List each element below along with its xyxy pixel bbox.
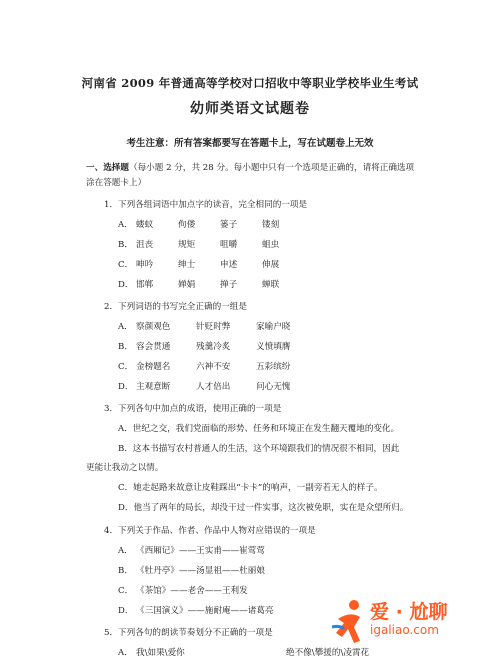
section1-instruction: （每小题 2 分，共 28 分。每小题中只有一个选项是正确的，请将正确选项涂在答题卡上） xyxy=(86,163,415,188)
q1-stem: 1．下列各组词语中加点字的读音，完全相同的一项是 xyxy=(104,200,308,210)
q3-option-b-line2: 更能让我动之以情。 xyxy=(86,463,164,473)
q1-option-d: D． 邯郸 婵娟 掸子 蝉联 xyxy=(118,280,280,290)
q2-option-a: A． 察颜观色 针贬时弊 家喻户晓 xyxy=(118,322,291,332)
q3-option-a: A．世纪之交，我们党面临的形势、任务和环境正在发生翻天覆地的变化。 xyxy=(118,424,400,434)
q2-option-b: B． 容会贯通 残羹冷炙 义愤填膺 xyxy=(118,342,291,352)
q4-stem: 4．下列关于作品、作者、作品中人物对应错误的一项是 xyxy=(104,526,316,536)
q3-stem: 3．下列各句中加点的成语，使用正确的一项是 xyxy=(104,404,282,414)
q2-option-d: D． 主观意断 人才倍出 问心无愧 xyxy=(118,382,291,392)
q4-option-d: D． 《三国演义》——施耐庵——诸葛亮 xyxy=(118,606,274,616)
q2-option-c: C． 金榜题名 六神不安 五彩缤纷 xyxy=(118,362,291,372)
exam-title-line2: 幼师类语文试题卷 xyxy=(190,101,310,117)
q4-option-a: A． 《西厢记》——王实甫——崔莺莺 xyxy=(118,546,265,556)
q5-stem: 5．下列各句的朗读节奏划分不正确的一项是 xyxy=(104,628,273,638)
exam-notice: 考生注意：所有答案都要写在答题卡上，写在试题卷上无效 xyxy=(126,138,374,149)
q3-option-b-line1: B．这本书描写农村普通人的生活，这个环境跟我们的情况很不相同，因此 xyxy=(118,444,400,454)
section1-heading-block xyxy=(86,161,416,191)
q2-stem: 2．下列词语的书写完全正确的一组是 xyxy=(104,302,247,312)
q4-option-b: B． 《牡丹亭》——汤显祖——杜丽娘 xyxy=(118,566,265,576)
q5-option-a: A． 我\如果\爱你 绝不像\攀援的\凌霄花 xyxy=(118,648,370,658)
q3-option-c: C．她走起路来故意让皮鞋踩出“卡卡”的响声，一副旁若无人的样子。 xyxy=(118,483,383,493)
watermark-text: 爱 · 尬聊 xyxy=(370,601,448,623)
q1-option-a: A． 蝼蚁 佝偻 篓子 镂刻 xyxy=(118,220,280,230)
exam-title-line1: 河南省 2009 年普通高等学校对口招收中等职业学校毕业生考试 xyxy=(81,76,419,90)
site-watermark xyxy=(330,597,480,645)
q4-option-c: C． 《茶馆》——老舍——王利发 xyxy=(118,586,248,596)
q1-option-b: B． 沮丧 规矩 咀嚼 蛆虫 xyxy=(118,240,280,250)
section1-heading: 一、选择题 xyxy=(86,163,129,173)
watermark-url: igaliao.com xyxy=(370,623,439,637)
q3-option-d: D．他当了两年的局长，却没干过一件实事，这次被免职，实在是众望所归。 xyxy=(118,503,409,513)
q1-option-c: C． 呻吟 绅士 申述 伸展 xyxy=(118,260,280,270)
running-figure-icon xyxy=(330,597,370,645)
